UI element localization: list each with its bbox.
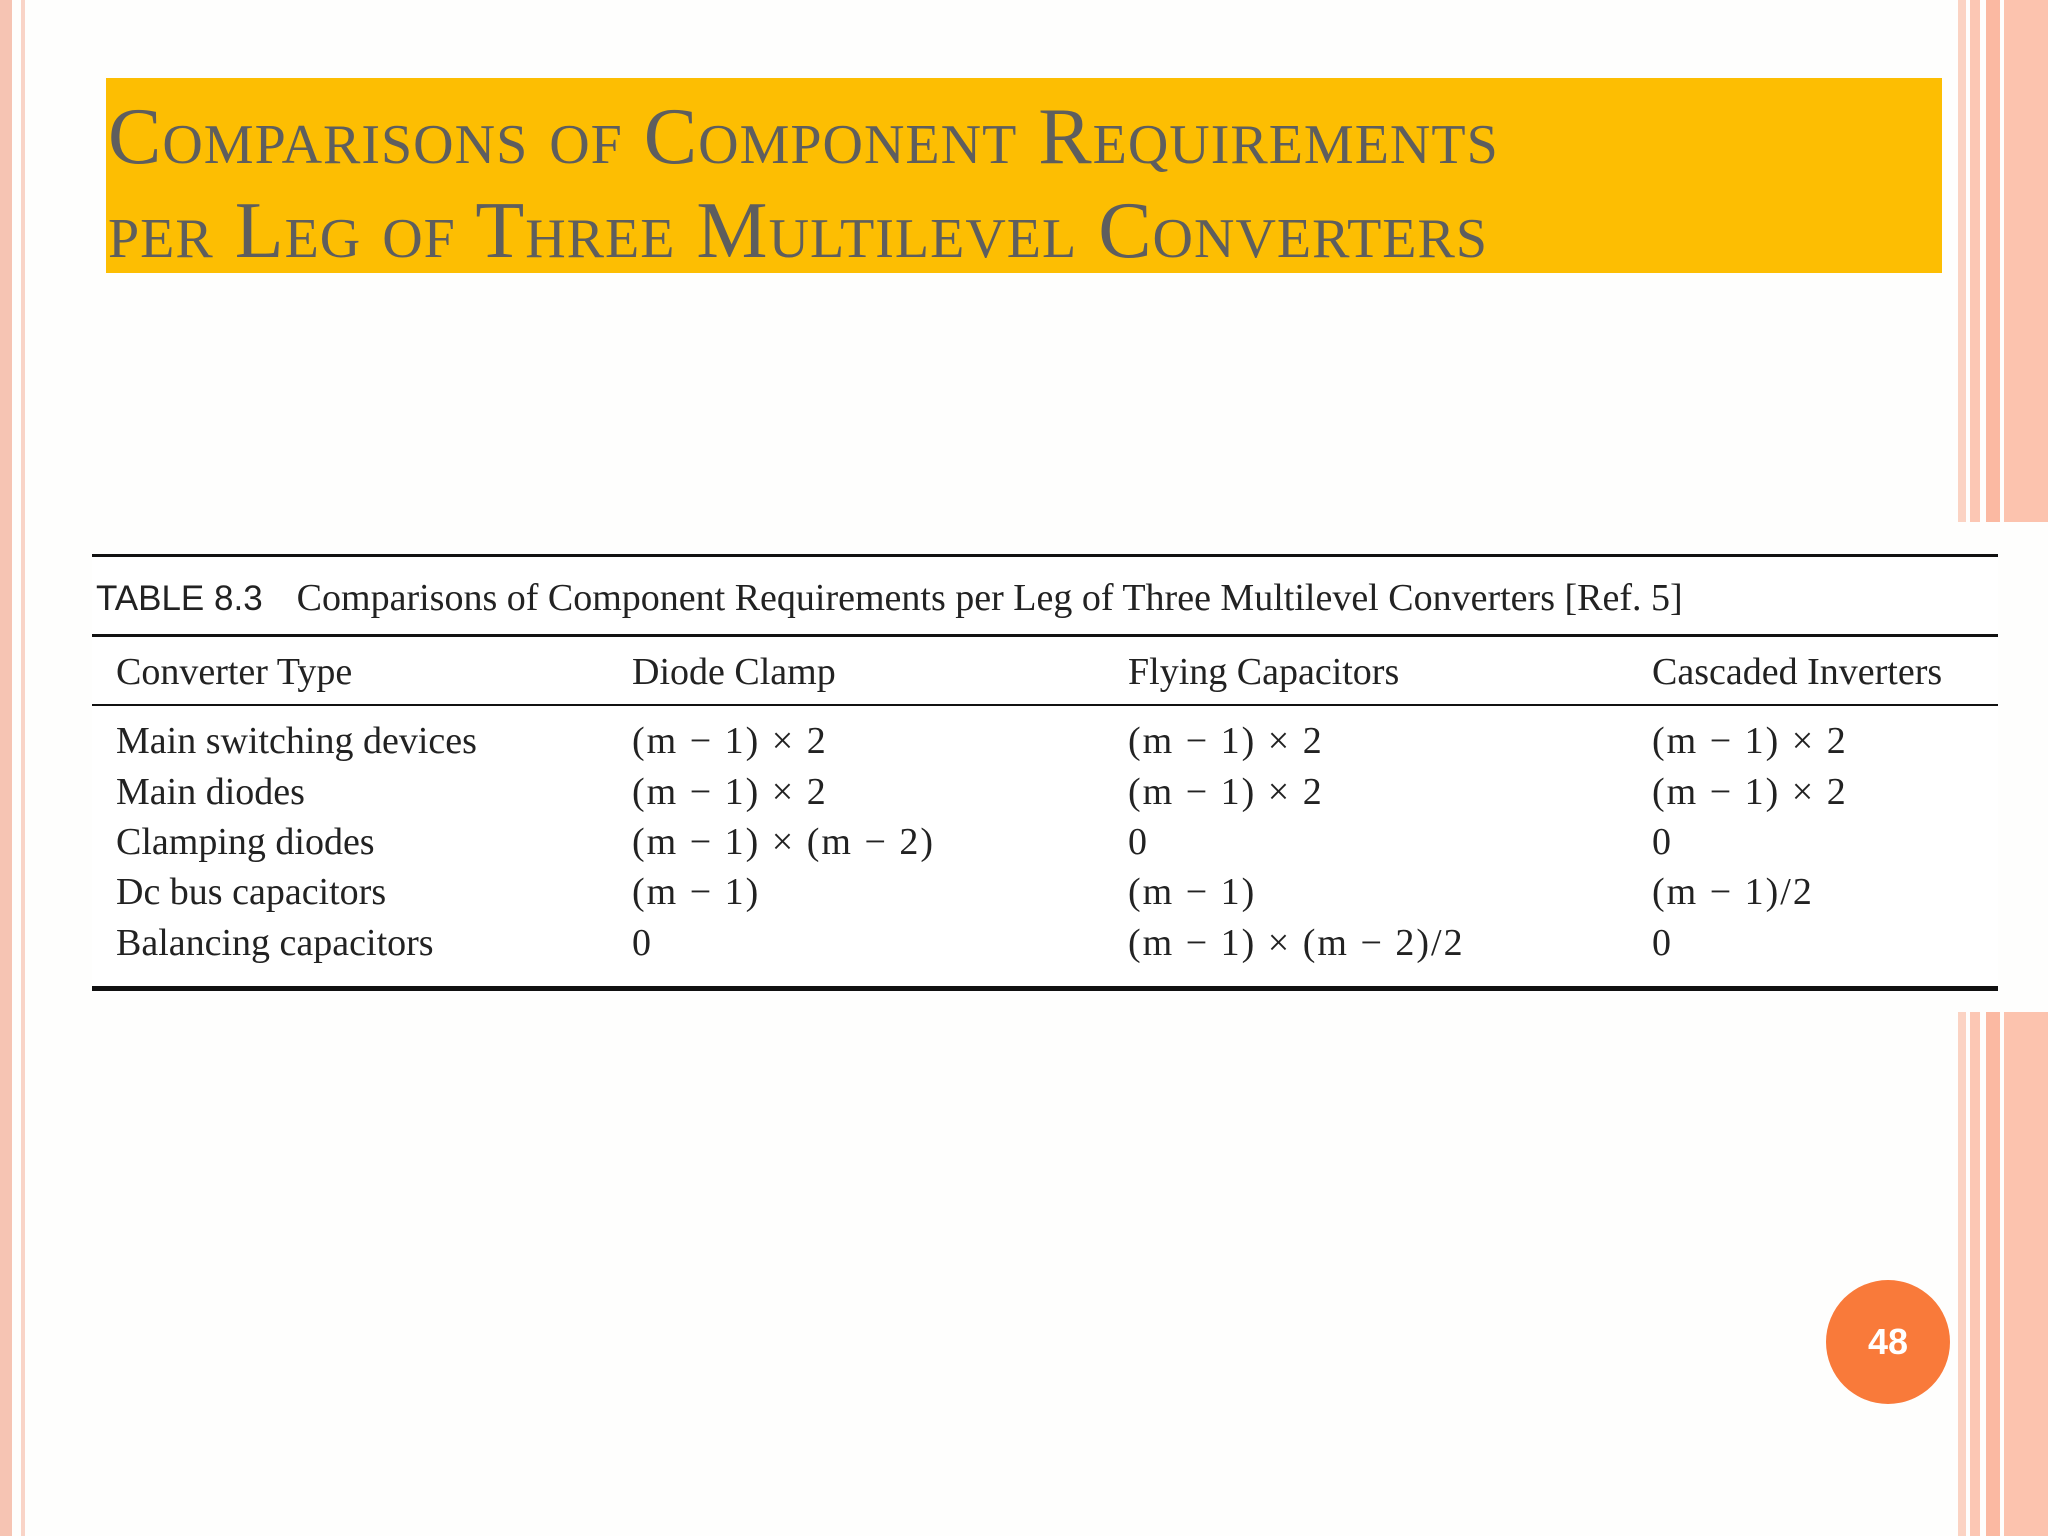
left-decorative-stripe bbox=[0, 0, 12, 1536]
comparison-table bbox=[92, 554, 1998, 994]
table-cell: (m − 1) × (m − 2)/2 bbox=[1128, 922, 1465, 964]
left-decorative-stripe-thin bbox=[21, 0, 25, 1536]
table-cell: (m − 1) bbox=[1128, 871, 1257, 913]
table-label: TABLE 8.3 bbox=[96, 579, 263, 618]
right-decorative-stripe bbox=[2004, 0, 2048, 522]
table-cell: Main diodes bbox=[116, 771, 305, 813]
column-header: Diode Clamp bbox=[632, 651, 836, 693]
column-header: Cascaded Inverters bbox=[1652, 651, 1943, 693]
page-number-badge: 48 bbox=[1826, 1280, 1950, 1404]
right-decorative-stripe bbox=[1970, 0, 1980, 522]
table-cell: Clamping diodes bbox=[116, 821, 375, 863]
table-caption bbox=[96, 576, 1683, 620]
header-rule bbox=[92, 704, 1998, 706]
right-decorative-stripe bbox=[1970, 1012, 1980, 1536]
right-decorative-stripe bbox=[1958, 1012, 1966, 1536]
column-header: Flying Capacitors bbox=[1128, 651, 1400, 693]
caption-rule bbox=[92, 634, 1998, 637]
table-cell: Dc bus capacitors bbox=[116, 871, 387, 913]
table-cell: (m − 1) × 2 bbox=[632, 771, 828, 813]
table-cell: (m − 1)/2 bbox=[1652, 871, 1814, 913]
table-cell: Balancing capacitors bbox=[116, 922, 434, 964]
table-cell: 0 bbox=[1128, 821, 1149, 863]
table-cell: (m − 1) × 2 bbox=[632, 720, 828, 762]
table-cell: (m − 1) × 2 bbox=[1652, 720, 1848, 762]
table-cell: (m − 1) × 2 bbox=[1128, 720, 1324, 762]
table-cell: 0 bbox=[1652, 821, 1673, 863]
table-cell: (m − 1) bbox=[632, 871, 761, 913]
table-caption-text: Comparisons of Component Requirements per Leg of Three Multilevel Converters [Ref. 5] bbox=[296, 577, 1683, 619]
table-top-rule bbox=[92, 554, 1998, 557]
right-decorative-stripe bbox=[1986, 1012, 2000, 1536]
table-cell: 0 bbox=[1652, 922, 1673, 964]
right-decorative-stripe bbox=[1958, 0, 1966, 522]
table-cell: (m − 1) × 2 bbox=[1128, 771, 1324, 813]
table-cell: 0 bbox=[632, 922, 653, 964]
table-cell: (m − 1) × 2 bbox=[1652, 771, 1848, 813]
right-decorative-stripe bbox=[1986, 0, 2000, 522]
table-bottom-rule bbox=[92, 986, 1998, 991]
table-cell: (m − 1) × (m − 2) bbox=[632, 821, 936, 863]
column-header: Converter Type bbox=[116, 651, 353, 693]
table-cell: Main switching devices bbox=[116, 720, 477, 762]
right-decorative-stripe bbox=[2004, 1012, 2048, 1536]
slide-title: Comparisons of Component Requirements per Leg of Three Multilevel Converters bbox=[108, 93, 1499, 275]
